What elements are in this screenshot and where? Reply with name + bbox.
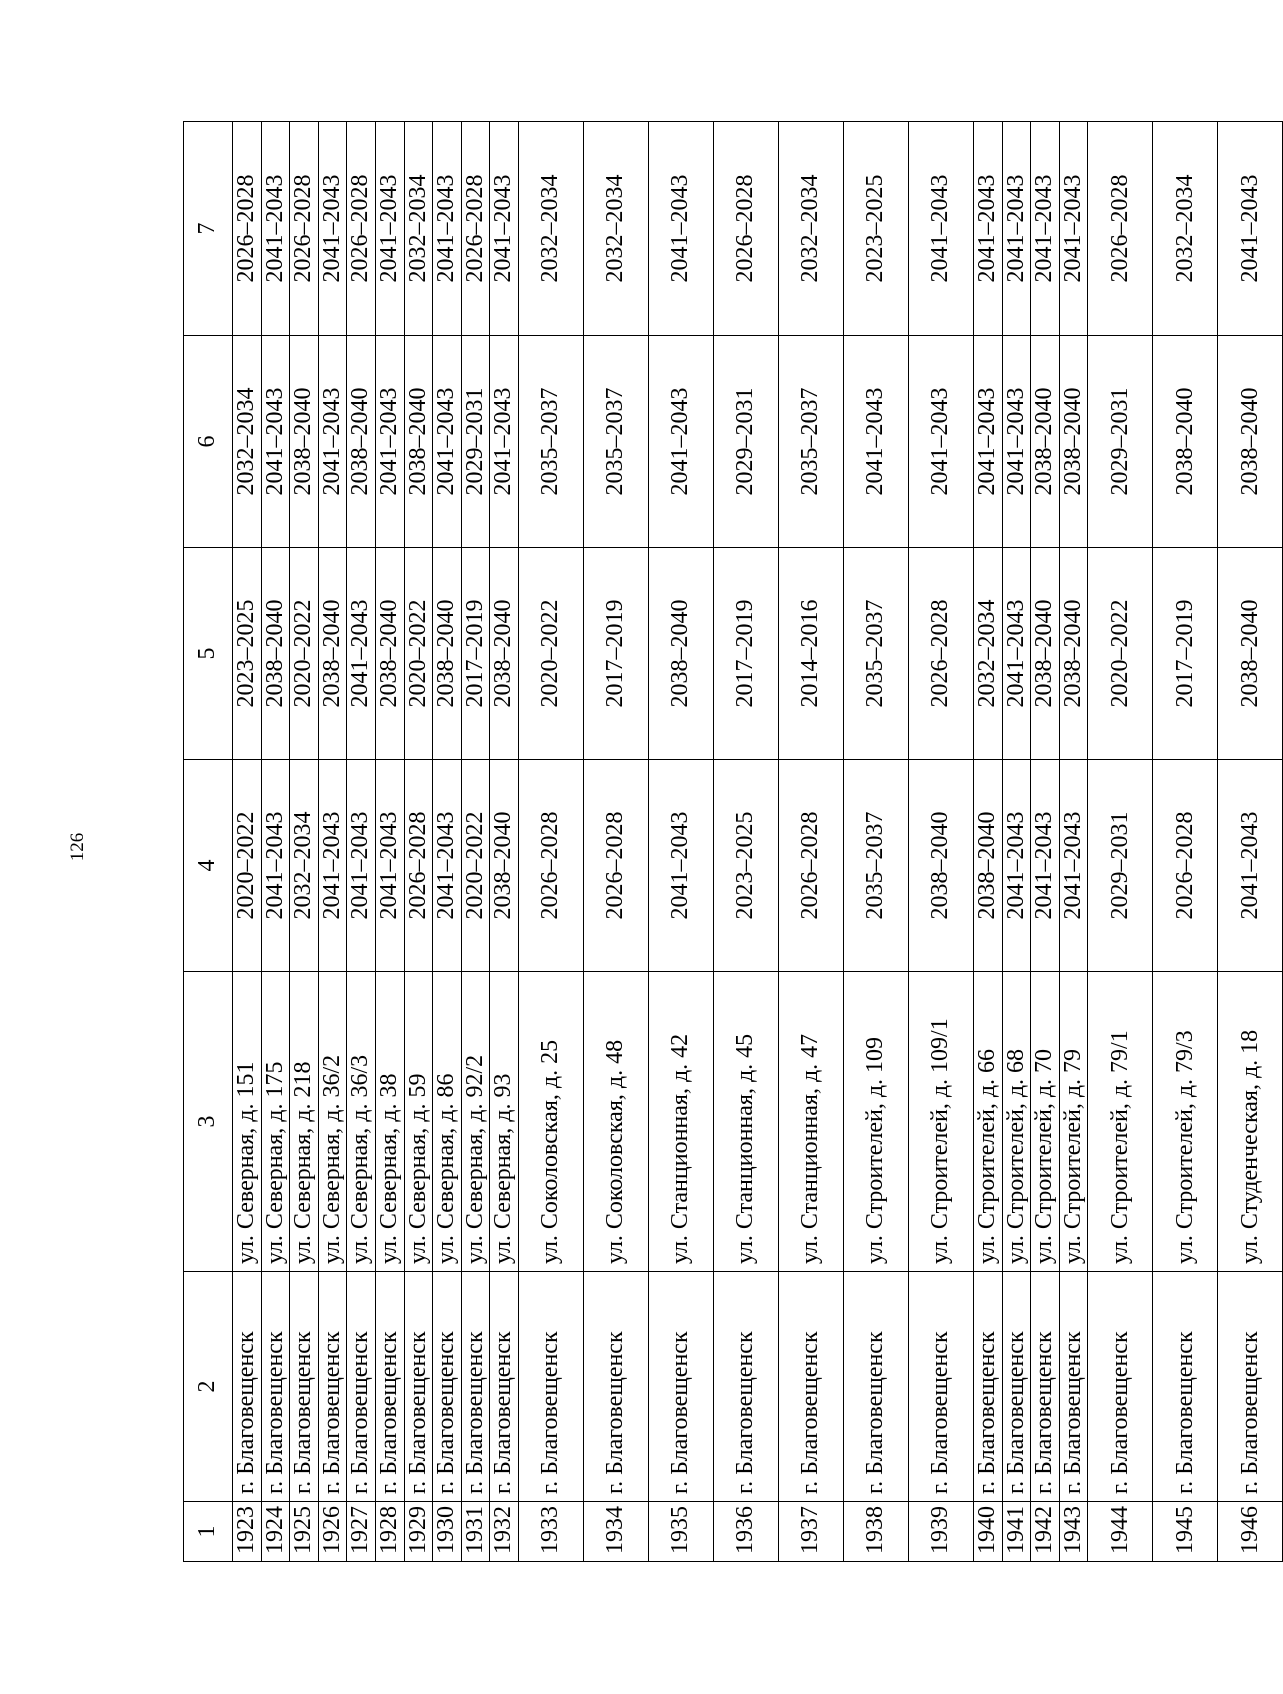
address-cell: ул. Строителей, д. 109: [843, 972, 908, 1272]
period-cell: 2038–2040: [1059, 336, 1088, 548]
address-cell: ул. Северная, д. 93: [490, 972, 519, 1272]
rotated-table-container: [183, 122, 1263, 1562]
address-cell: ул. Северная, д. 151: [233, 972, 262, 1272]
period-cell: 2032–2034: [778, 122, 843, 336]
table-row: [347, 122, 376, 1562]
period-cell: 2026–2028: [461, 122, 490, 336]
period-cell: 2020–2022: [461, 760, 490, 972]
city-cell: г. Благовещенск: [433, 1272, 462, 1502]
period-cell: 2020–2022: [290, 548, 319, 760]
city-cell: г. Благовещенск: [518, 1272, 583, 1502]
column-header: 7: [184, 122, 233, 336]
city-cell: г. Благовещенск: [713, 1272, 778, 1502]
page-number: 126: [67, 832, 88, 862]
period-cell: 2041–2043: [347, 760, 376, 972]
city-cell: г. Благовещенск: [261, 1272, 290, 1502]
city-cell: г. Благовещенск: [1088, 1272, 1153, 1502]
period-cell: 2041–2043: [1218, 760, 1283, 972]
table-row: [973, 122, 1002, 1562]
period-cell: 2041–2043: [375, 336, 404, 548]
row-number-cell: 1937: [778, 1502, 843, 1562]
city-cell: г. Благовещенск: [583, 1272, 648, 1502]
row-number-cell: 1926: [318, 1502, 347, 1562]
row-number-cell: 1940: [973, 1502, 1002, 1562]
period-cell: 2026–2028: [583, 760, 648, 972]
period-cell: 2038–2040: [908, 760, 973, 972]
period-cell: 2038–2040: [490, 548, 519, 760]
table-row: [261, 122, 290, 1562]
address-cell: ул. Северная, д. 36/3: [347, 972, 376, 1272]
period-cell: 2041–2043: [648, 336, 713, 548]
period-cell: 2041–2043: [1031, 122, 1060, 336]
period-cell: 2041–2043: [1059, 760, 1088, 972]
period-cell: 2017–2019: [461, 548, 490, 760]
table-row: [1153, 122, 1218, 1562]
address-cell: ул. Станционная, д. 47: [778, 972, 843, 1272]
row-number-cell: 1938: [843, 1502, 908, 1562]
table-row: [908, 122, 973, 1562]
column-header: 4: [184, 760, 233, 972]
period-cell: 2026–2028: [518, 760, 583, 972]
address-cell: ул. Строителей, д. 79: [1059, 972, 1088, 1272]
table-row: [233, 122, 262, 1562]
period-cell: 2026–2028: [347, 122, 376, 336]
table-row: [433, 122, 462, 1562]
period-cell: 2041–2043: [318, 122, 347, 336]
period-cell: 2041–2043: [261, 760, 290, 972]
table-row: [461, 122, 490, 1562]
period-cell: 2041–2043: [1002, 122, 1031, 336]
table-row: [404, 122, 433, 1562]
period-cell: 2038–2040: [1031, 336, 1060, 548]
period-cell: 2023–2025: [843, 122, 908, 336]
period-cell: 2017–2019: [713, 548, 778, 760]
table-row: [490, 122, 519, 1562]
city-cell: г. Благовещенск: [648, 1272, 713, 1502]
table-row: [1031, 122, 1060, 1562]
row-number-cell: 1939: [908, 1502, 973, 1562]
row-number-cell: 1923: [233, 1502, 262, 1562]
period-cell: 2035–2037: [843, 548, 908, 760]
table-row: [1002, 122, 1031, 1562]
row-number-cell: 1942: [1031, 1502, 1060, 1562]
table-row: [1088, 122, 1153, 1562]
period-cell: 2023–2025: [713, 760, 778, 972]
column-header: 1: [184, 1502, 233, 1562]
address-cell: ул. Северная, д. 92/2: [461, 972, 490, 1272]
data-table: [183, 121, 1283, 1562]
row-number-cell: 1934: [583, 1502, 648, 1562]
period-cell: 2041–2043: [433, 336, 462, 548]
period-cell: 2026–2028: [1088, 122, 1153, 336]
period-cell: 2026–2028: [290, 122, 319, 336]
city-cell: г. Благовещенск: [404, 1272, 433, 1502]
period-cell: 2041–2043: [648, 122, 713, 336]
city-cell: г. Благовещенск: [375, 1272, 404, 1502]
city-cell: г. Благовещенск: [778, 1272, 843, 1502]
row-number-cell: 1928: [375, 1502, 404, 1562]
row-number-cell: 1933: [518, 1502, 583, 1562]
period-cell: 2041–2043: [1002, 548, 1031, 760]
period-cell: 2041–2043: [490, 122, 519, 336]
row-number-cell: 1944: [1088, 1502, 1153, 1562]
period-cell: 2032–2034: [233, 336, 262, 548]
period-cell: 2038–2040: [1059, 548, 1088, 760]
period-cell: 2026–2028: [233, 122, 262, 336]
period-cell: 2017–2019: [1153, 548, 1218, 760]
period-cell: 2038–2040: [1218, 336, 1283, 548]
period-cell: 2032–2034: [404, 122, 433, 336]
period-cell: 2029–2031: [713, 336, 778, 548]
period-cell: 2041–2043: [908, 122, 973, 336]
address-cell: ул. Северная, д. 218: [290, 972, 319, 1272]
city-cell: г. Благовещенск: [1059, 1272, 1088, 1502]
column-header: 2: [184, 1272, 233, 1502]
address-cell: ул. Строителей, д. 68: [1002, 972, 1031, 1272]
period-cell: 2029–2031: [461, 336, 490, 548]
city-cell: г. Благовещенск: [1002, 1272, 1031, 1502]
address-cell: ул. Студенческая, д. 18: [1218, 972, 1283, 1272]
city-cell: г. Благовещенск: [461, 1272, 490, 1502]
table-row: [518, 122, 583, 1562]
period-cell: 2041–2043: [433, 760, 462, 972]
table-row: [290, 122, 319, 1562]
column-header: 5: [184, 548, 233, 760]
period-cell: 2041–2043: [908, 336, 973, 548]
period-cell: 2038–2040: [404, 336, 433, 548]
city-cell: г. Благовещенск: [843, 1272, 908, 1502]
period-cell: 2041–2043: [1002, 336, 1031, 548]
period-cell: 2014–2016: [778, 548, 843, 760]
address-cell: ул. Строителей, д. 109/1: [908, 972, 973, 1272]
city-cell: г. Благовещенск: [233, 1272, 262, 1502]
period-cell: 2032–2034: [583, 122, 648, 336]
period-cell: 2026–2028: [713, 122, 778, 336]
address-cell: ул. Северная, д. 86: [433, 972, 462, 1272]
period-cell: 2041–2043: [490, 336, 519, 548]
period-cell: 2038–2040: [490, 760, 519, 972]
address-cell: ул. Северная, д. 38: [375, 972, 404, 1272]
table-row: [713, 122, 778, 1562]
table-row: [648, 122, 713, 1562]
period-cell: 2041–2043: [1002, 760, 1031, 972]
column-header: 6: [184, 336, 233, 548]
address-cell: ул. Соколовская, д. 48: [583, 972, 648, 1272]
row-number-cell: 1931: [461, 1502, 490, 1562]
table-row: [375, 122, 404, 1562]
period-cell: 2020–2022: [404, 548, 433, 760]
period-cell: 2035–2037: [843, 760, 908, 972]
city-cell: г. Благовещенск: [1153, 1272, 1218, 1502]
period-cell: 2020–2022: [1088, 548, 1153, 760]
city-cell: г. Благовещенск: [1031, 1272, 1060, 1502]
period-cell: 2029–2031: [1088, 336, 1153, 548]
city-cell: г. Благовещенск: [908, 1272, 973, 1502]
table-body: [233, 122, 1283, 1562]
period-cell: 2038–2040: [973, 760, 1002, 972]
row-number-cell: 1941: [1002, 1502, 1031, 1562]
period-cell: 2029–2031: [1088, 760, 1153, 972]
period-cell: 2041–2043: [375, 760, 404, 972]
table-header-row: [184, 122, 233, 1562]
period-cell: 2032–2034: [973, 548, 1002, 760]
period-cell: 2038–2040: [290, 336, 319, 548]
period-cell: 2041–2043: [843, 336, 908, 548]
table-row: [583, 122, 648, 1562]
period-cell: 2041–2043: [648, 760, 713, 972]
row-number-cell: 1945: [1153, 1502, 1218, 1562]
period-cell: 2038–2040: [318, 548, 347, 760]
period-cell: 2041–2043: [433, 122, 462, 336]
address-cell: ул. Северная, д. 36/2: [318, 972, 347, 1272]
period-cell: 2038–2040: [1218, 548, 1283, 760]
period-cell: 2038–2040: [261, 548, 290, 760]
period-cell: 2032–2034: [518, 122, 583, 336]
row-number-cell: 1925: [290, 1502, 319, 1562]
period-cell: 2038–2040: [1031, 548, 1060, 760]
row-number-cell: 1936: [713, 1502, 778, 1562]
period-cell: 2020–2022: [233, 760, 262, 972]
period-cell: 2032–2034: [290, 760, 319, 972]
row-number-cell: 1927: [347, 1502, 376, 1562]
period-cell: 2026–2028: [908, 548, 973, 760]
city-cell: г. Благовещенск: [318, 1272, 347, 1502]
table-row: [318, 122, 347, 1562]
city-cell: г. Благовещенск: [973, 1272, 1002, 1502]
period-cell: 2035–2037: [518, 336, 583, 548]
period-cell: 2026–2028: [778, 760, 843, 972]
row-number-cell: 1935: [648, 1502, 713, 1562]
period-cell: 2038–2040: [648, 548, 713, 760]
period-cell: 2038–2040: [347, 336, 376, 548]
period-cell: 2041–2043: [375, 122, 404, 336]
period-cell: 2041–2043: [318, 760, 347, 972]
period-cell: 2017–2019: [583, 548, 648, 760]
period-cell: 2041–2043: [1031, 760, 1060, 972]
period-cell: 2035–2037: [583, 336, 648, 548]
row-number-cell: 1932: [490, 1502, 519, 1562]
row-number-cell: 1929: [404, 1502, 433, 1562]
address-cell: ул. Северная, д. 59: [404, 972, 433, 1272]
address-cell: ул. Строителей, д. 70: [1031, 972, 1060, 1272]
row-number-cell: 1930: [433, 1502, 462, 1562]
period-cell: 2041–2043: [1059, 122, 1088, 336]
period-cell: 2038–2040: [375, 548, 404, 760]
city-cell: г. Благовещенск: [490, 1272, 519, 1502]
address-cell: ул. Соколовская, д. 25: [518, 972, 583, 1272]
period-cell: 2041–2043: [261, 336, 290, 548]
period-cell: 2041–2043: [973, 122, 1002, 336]
period-cell: 2035–2037: [778, 336, 843, 548]
period-cell: 2032–2034: [1153, 122, 1218, 336]
address-cell: ул. Строителей, д. 79/1: [1088, 972, 1153, 1272]
period-cell: 2020–2022: [518, 548, 583, 760]
row-number-cell: 1946: [1218, 1502, 1283, 1562]
period-cell: 2038–2040: [1153, 336, 1218, 548]
table-row: [843, 122, 908, 1562]
period-cell: 2026–2028: [1153, 760, 1218, 972]
city-cell: г. Благовещенск: [347, 1272, 376, 1502]
period-cell: 2041–2043: [973, 336, 1002, 548]
period-cell: 2041–2043: [347, 548, 376, 760]
address-cell: ул. Строителей, д. 79/3: [1153, 972, 1218, 1272]
column-header: 3: [184, 972, 233, 1272]
address-cell: ул. Станционная, д. 45: [713, 972, 778, 1272]
city-cell: г. Благовещенск: [290, 1272, 319, 1502]
table-row: [778, 122, 843, 1562]
row-number-cell: 1943: [1059, 1502, 1088, 1562]
address-cell: ул. Станционная, д. 42: [648, 972, 713, 1272]
period-cell: 2038–2040: [433, 548, 462, 760]
period-cell: 2041–2043: [261, 122, 290, 336]
city-cell: г. Благовещенск: [1218, 1272, 1283, 1502]
period-cell: 2041–2043: [318, 336, 347, 548]
row-number-cell: 1924: [261, 1502, 290, 1562]
table-row: [1218, 122, 1283, 1562]
period-cell: 2041–2043: [1218, 122, 1283, 336]
period-cell: 2026–2028: [404, 760, 433, 972]
table-row: [1059, 122, 1088, 1562]
address-cell: ул. Северная, д. 175: [261, 972, 290, 1272]
address-cell: ул. Строителей, д. 66: [973, 972, 1002, 1272]
period-cell: 2023–2025: [233, 548, 262, 760]
